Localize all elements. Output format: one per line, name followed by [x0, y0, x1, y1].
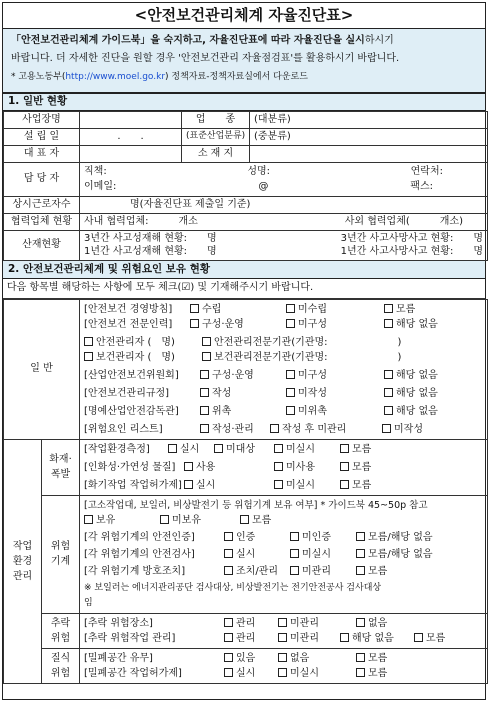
download-note — [11, 71, 477, 84]
opt-label: 모름/해당 없음 — [368, 531, 433, 543]
intro-suffix: 하시기 — [364, 35, 394, 46]
opt-label: 작성 후 미관리 — [282, 423, 347, 435]
machine-checks — [80, 495, 488, 613]
confined-row — [84, 651, 483, 666]
opt-label: 실시 — [236, 548, 256, 560]
health-mgr-row — [84, 350, 483, 365]
env-opt-3[interactable] — [274, 442, 340, 457]
intro-box — [3, 29, 485, 93]
checkbox-icon[interactable] — [202, 337, 211, 346]
opt-label: 모름 — [352, 461, 372, 473]
machine-label-2: 기계 — [50, 556, 71, 568]
fall-label-1: 추락 — [50, 617, 71, 629]
opt-label: 미수립 — [298, 303, 327, 315]
fall-work-row — [84, 631, 483, 646]
accident-1y: 1년간 사고성재해 현황: 명 — [84, 245, 217, 257]
risk-list-opt-3[interactable] — [382, 424, 423, 435]
checkbox-icon[interactable] — [278, 633, 287, 642]
risk-list-opt-2[interactable] — [270, 422, 382, 437]
staff-opt-3[interactable] — [384, 319, 438, 330]
checkbox-icon[interactable] — [290, 566, 299, 575]
checkbox-icon[interactable] — [84, 352, 93, 361]
opt-label: 모름 — [396, 303, 416, 315]
partner-field[interactable] — [80, 214, 488, 231]
flammable-label: [인화성·가연성 물질] — [84, 461, 176, 473]
founded-label: 설 립 일 — [4, 129, 80, 146]
partner-label: 협력업체 현황 — [4, 214, 80, 231]
section-1-header: 1. 일반 현황 — [3, 93, 485, 111]
safety-agency-opt[interactable] — [202, 337, 401, 348]
opt-label: 사용 — [196, 461, 216, 473]
checkbox-icon[interactable] — [286, 406, 295, 415]
cs-opt-2[interactable] — [278, 651, 356, 666]
cs-opt-1[interactable] — [224, 651, 278, 666]
fax-label: 팩스: — [410, 181, 433, 193]
staff-label: [안전보건 전문인력] — [84, 318, 173, 330]
name-label: 성명: — [247, 165, 271, 177]
flammable-row — [84, 460, 483, 475]
workers-label: 상시근로자수 — [4, 197, 80, 214]
safety-mgr-opt[interactable] — [84, 335, 202, 350]
accident-field[interactable] — [80, 231, 488, 261]
checkbox-icon[interactable] — [200, 388, 209, 397]
checkbox-icon[interactable] — [184, 480, 193, 489]
checkbox-icon[interactable] — [356, 566, 365, 575]
accident-label: 산재현황 — [4, 231, 80, 261]
checkbox-icon[interactable] — [286, 388, 295, 397]
checkbox-icon[interactable] — [224, 633, 233, 642]
checkbox-icon[interactable] — [274, 444, 283, 453]
checkbox-icon[interactable] — [340, 462, 349, 471]
cert-opt-2[interactable] — [290, 530, 356, 545]
checkbox-icon[interactable] — [200, 370, 209, 379]
checkbox-icon[interactable] — [278, 668, 287, 677]
checkbox-icon[interactable] — [382, 424, 391, 433]
insp-label: [각 위험기계의 안전검사] — [84, 548, 195, 560]
business-type-label: 업 종 — [182, 112, 250, 129]
committee-opt-2[interactable] — [286, 368, 384, 383]
inspector-opt-2[interactable] — [286, 404, 384, 419]
checkbox-icon[interactable] — [190, 304, 199, 313]
opt-label: 있음 — [236, 652, 256, 664]
insp-opt-1[interactable] — [224, 547, 290, 562]
phone-label: 연락처: — [410, 165, 443, 177]
staff-opt-1[interactable] — [190, 317, 286, 332]
self-diagnosis-form — [2, 2, 486, 700]
risk-list-opt-1[interactable] — [200, 422, 270, 437]
hot-opt-2[interactable] — [274, 478, 340, 493]
fw-opt-1[interactable] — [224, 631, 278, 646]
fire-label — [42, 439, 80, 495]
rules-opt-2[interactable] — [286, 386, 384, 401]
health-mgr-opt[interactable] — [84, 350, 202, 365]
note-suffix: ) 정책자료-정책자료실에서 다운로드 — [165, 72, 308, 82]
mid-class-field[interactable]: (중분류) — [250, 129, 488, 146]
opt-label: 미실시 — [290, 667, 319, 679]
address-field[interactable] — [250, 146, 488, 163]
fire-label-1: 화재· — [49, 454, 72, 466]
ceo-label: 대 표 자 — [4, 146, 80, 163]
inspector-row — [84, 404, 483, 419]
fw-opt-4[interactable] — [414, 633, 445, 644]
inspector-opt-1[interactable] — [200, 404, 286, 419]
opt-label: 해당 없음 — [396, 405, 438, 417]
checkbox-icon[interactable] — [340, 444, 349, 453]
fall-checks — [80, 613, 488, 648]
opt-label: 모름 — [352, 479, 372, 491]
opt-label: 위촉 — [212, 405, 232, 417]
checkbox-icon[interactable] — [168, 444, 177, 453]
committee-label: [산업안전보건위원회] — [84, 369, 179, 381]
machine-label — [42, 495, 80, 613]
own-opt-2[interactable] — [160, 513, 240, 528]
guard-opt-3[interactable] — [356, 566, 387, 577]
fp-opt-2[interactable] — [278, 616, 356, 631]
checkbox-icon[interactable] — [286, 304, 295, 313]
opt-label: 미구성 — [298, 369, 327, 381]
checkbox-icon[interactable] — [202, 352, 211, 361]
fatal-1y: 1년간 사고사망사고 현황: 명 — [340, 245, 483, 257]
company-name-field[interactable] — [80, 112, 182, 129]
opt-label: 미대상 — [226, 443, 255, 455]
rules-label: [안전보건관리규정] — [84, 387, 170, 399]
checkbox-icon[interactable] — [200, 424, 209, 433]
opt-label: 안전관리전문기관(기관명: ) — [214, 336, 402, 348]
founded-field[interactable]: . . — [80, 129, 182, 146]
opt-label: 모름 — [426, 632, 446, 644]
checkbox-icon[interactable] — [274, 480, 283, 489]
risk-list-label: [위험요인 리스트] — [84, 423, 163, 435]
env-opt-4[interactable] — [340, 444, 371, 455]
fall-work-label: [추락 위험작업 관리] — [84, 632, 176, 644]
moel-link[interactable]: http://www.moel.go.kr — [65, 72, 166, 82]
opt-label: 인증 — [236, 531, 256, 543]
staff-row — [84, 317, 483, 332]
workers-field[interactable]: 명(자율진단표 제출일 기준) — [80, 197, 488, 214]
machine-own-row — [84, 498, 483, 513]
opt-label: 실시 — [196, 479, 216, 491]
opt-label: 작성·관리 — [212, 423, 254, 435]
own-opt-1[interactable] — [84, 513, 160, 528]
opt-label: 모름 — [352, 443, 372, 455]
partner-internal: 사내 협력업체: 개소 — [84, 215, 198, 227]
rules-opt-1[interactable] — [200, 386, 286, 401]
cp-opt-1[interactable] — [224, 666, 278, 681]
checkbox-icon[interactable] — [384, 304, 393, 313]
staff-opt-2[interactable] — [286, 317, 384, 332]
flam-opt-2[interactable] — [274, 460, 340, 475]
partner-external: 사외 협력업체( 개소) — [344, 215, 463, 227]
committee-row — [84, 368, 483, 383]
opt-label: 미위촉 — [298, 405, 327, 417]
suff-label-1: 질식 — [50, 652, 71, 664]
cert-label: [각 위험기계의 안전인증] — [84, 531, 195, 543]
env-opt-2[interactable] — [214, 442, 274, 457]
guard-opt-2[interactable] — [290, 564, 356, 579]
checkbox-icon[interactable] — [384, 406, 393, 415]
opt-label: 미관리 — [290, 617, 319, 629]
general-label: 일 반 — [4, 299, 80, 439]
fp-opt-3[interactable] — [356, 618, 387, 629]
opt-label: 없음 — [290, 652, 310, 664]
suff-label-2: 위험 — [50, 667, 71, 679]
business-type-field[interactable]: (대분류) — [250, 112, 488, 129]
policy-opt-2[interactable] — [286, 302, 384, 317]
opt-label: 모름 — [368, 667, 388, 679]
checkbox-icon[interactable] — [384, 388, 393, 397]
fw-opt-2[interactable] — [278, 631, 340, 646]
fall-label-2: 위험 — [50, 632, 71, 644]
checkbox-icon[interactable] — [340, 633, 349, 642]
fire-checks — [80, 439, 488, 495]
hotwork-label: [화기작업 작업허가제] — [84, 479, 182, 491]
policy-opt-3[interactable] — [384, 304, 415, 315]
intro-guidebook: 「안전보건관리체계 가이드북」을 숙지하고, — [11, 35, 210, 46]
policy-row — [84, 302, 483, 317]
checkbox-icon[interactable] — [84, 515, 93, 524]
company-label-2: 사업장명 — [4, 112, 80, 129]
confined-permit-row — [84, 666, 483, 681]
fatal-3y: 3년간 사고사망사고 현황: 명 — [340, 233, 483, 245]
checkbox-icon[interactable] — [190, 319, 199, 328]
machine-own-note: * 가이드북 45~50p 참고 — [320, 499, 428, 511]
opt-label: 수립 — [202, 303, 222, 315]
env-opt-1[interactable] — [168, 442, 214, 457]
opt-label: 실시 — [180, 443, 200, 455]
opt-label: 관리 — [236, 632, 256, 644]
workenv-label-2: 환경 — [12, 555, 33, 567]
fw-opt-3[interactable] — [340, 631, 414, 646]
suffocation-label — [42, 648, 80, 683]
env-measure-row — [84, 442, 483, 457]
guard-label: [각 위험기계 방호조치] — [84, 565, 186, 577]
risk-list-row — [84, 422, 483, 437]
opt-label: 해당 없음 — [396, 387, 438, 399]
ceo-field[interactable] — [80, 146, 182, 163]
checkbox-icon[interactable] — [286, 319, 295, 328]
rules-opt-3[interactable] — [384, 388, 438, 399]
checkbox-icon[interactable] — [200, 406, 209, 415]
hot-opt-3[interactable] — [340, 480, 371, 491]
email-label: 이메일: — [84, 181, 117, 193]
opt-label: 미관리 — [302, 565, 331, 577]
opt-label: 모름 — [368, 565, 388, 577]
form-title: <안전보건관리체계 자율진단표> — [3, 3, 485, 29]
checkbox-icon[interactable] — [184, 462, 193, 471]
checkbox-icon[interactable] — [290, 549, 299, 558]
opt-label: 보건관리전문기관(기관명: ) — [214, 351, 402, 363]
cert-opt-3[interactable] — [356, 532, 433, 543]
opt-label: 미실시 — [286, 479, 315, 491]
workenv-label — [4, 439, 42, 683]
checkbox-icon[interactable] — [384, 319, 393, 328]
committee-opt-3[interactable] — [384, 370, 438, 381]
inspector-label: [명예산업안전감독관] — [84, 405, 179, 417]
suffocation-checks — [80, 648, 488, 683]
fall-place-row — [84, 616, 483, 631]
opt-label: 모름 — [252, 514, 272, 526]
checkbox-icon[interactable] — [290, 532, 299, 541]
checkbox-icon[interactable] — [356, 668, 365, 677]
section-2-header: 2. 안전보건관리체계 및 위험요인 보유 현황 — [3, 261, 485, 279]
opt-label: 미인증 — [302, 531, 331, 543]
rules-row — [84, 386, 483, 401]
general-checks — [80, 299, 488, 439]
machine-label-1: 위험 — [50, 541, 71, 553]
opt-label: 모름/해당 없음 — [368, 548, 433, 560]
checkbox-icon[interactable] — [278, 618, 287, 627]
checkbox-icon[interactable] — [340, 480, 349, 489]
opt-label: 보건관리자 ( 명) — [96, 351, 175, 363]
flam-opt-1[interactable] — [184, 460, 274, 475]
intro-line-2: 바랍니다. 더 자세한 진단을 원할 경우 '안전보건관리 자율점검표'를 활용하시기 바랍니다. — [11, 52, 400, 64]
fall-label — [42, 613, 80, 648]
opt-label: 해당 없음 — [352, 632, 394, 644]
opt-label: 해당 없음 — [396, 318, 438, 330]
insp-opt-2[interactable] — [290, 547, 356, 562]
checkbox-icon[interactable] — [274, 462, 283, 471]
checkbox-icon[interactable] — [160, 515, 169, 524]
machine-insp-row — [84, 547, 483, 562]
opt-label: 미실시 — [286, 443, 315, 455]
checkbox-icon[interactable] — [414, 633, 423, 642]
address-label: 소 재 지 — [182, 146, 250, 163]
cp-opt-2[interactable] — [278, 666, 356, 681]
opt-label: 미작성 — [298, 387, 327, 399]
workenv-label-1: 작업 — [12, 540, 33, 552]
checkbox-icon[interactable] — [224, 549, 233, 558]
opt-label: 관리 — [236, 617, 256, 629]
fall-place-label: [추락 위험장소] — [84, 617, 153, 629]
checkbox-icon[interactable] — [356, 653, 365, 662]
contact-label: 담 당 자 — [4, 163, 80, 197]
industry-std-label: (표준산업분류) — [182, 129, 250, 146]
checkbox-icon[interactable] — [84, 337, 93, 346]
health-agency-opt[interactable] — [202, 352, 401, 363]
boiler-note-2: 임 — [84, 597, 93, 608]
position-label: 직책: — [84, 165, 107, 177]
committee-opt-1[interactable] — [200, 368, 286, 383]
confined-permit-label: [밀폐공간 작업허가제] — [84, 667, 182, 679]
hot-opt-1[interactable] — [184, 478, 274, 493]
checkbox-icon[interactable] — [278, 653, 287, 662]
opt-label: 없음 — [368, 617, 388, 629]
policy-opt-1[interactable] — [190, 302, 286, 317]
cert-opt-1[interactable] — [224, 530, 290, 545]
policy-label: [안전보건 경영방침] — [84, 303, 173, 315]
confined-label: [밀폐공간 유무] — [84, 652, 153, 664]
opt-label: 미구성 — [298, 318, 327, 330]
opt-label: 안전관리자 ( 명) — [96, 336, 175, 348]
intro-self-check: 자율진단표에 따라 자율진단을 실시 — [209, 35, 365, 46]
checkbox-icon[interactable] — [356, 549, 365, 558]
checkbox-icon[interactable] — [224, 618, 233, 627]
boiler-note: ※ 보일러는 에너지관리공단 검사대상, 비상발전기는 전기안전공사 검사대상 — [84, 582, 382, 593]
guard-opt-1[interactable] — [224, 564, 290, 579]
general-info-table-2 — [3, 111, 488, 261]
email-at: @ — [258, 181, 269, 193]
opt-label: 미작성 — [394, 423, 423, 435]
accident-3y: 3년간 사고성재해 현황: 명 — [84, 233, 217, 245]
checkbox-icon[interactable] — [356, 618, 365, 627]
opt-label: 구성·운영 — [212, 369, 254, 381]
opt-label: 조치/관리 — [236, 565, 279, 577]
machine-guard-row — [84, 564, 483, 579]
env-measure-label: [작업환경측정] — [84, 443, 150, 455]
checkbox-icon[interactable] — [224, 653, 233, 662]
checkbox-icon[interactable] — [270, 424, 279, 433]
checkbox-icon[interactable] — [356, 532, 365, 541]
safety-mgr-row — [84, 335, 483, 350]
intro-line-1 — [11, 34, 477, 49]
opt-label: 미사용 — [286, 461, 315, 473]
fire-label-2: 폭발 — [50, 469, 71, 481]
opt-label: 구성·운영 — [202, 318, 244, 330]
hotwork-row — [84, 478, 483, 493]
instruction: 다음 항목별 해당하는 사항에 모두 체크(☑) 및 기재해주시기 바랍니다. — [3, 279, 485, 299]
own-opt-3[interactable] — [240, 515, 271, 526]
machine-own-label: [고소작업대, 보일러, 비상발전기 등 위험기계 보유 여부] — [84, 499, 318, 511]
note-prefix: * 고용노동부( — [11, 72, 66, 82]
opt-label: 미실시 — [302, 548, 331, 560]
flam-opt-3[interactable] — [340, 462, 371, 473]
machine-own-opts — [84, 513, 483, 528]
opt-label: 미보유 — [172, 514, 201, 526]
cp-opt-3[interactable] — [356, 668, 387, 679]
checkbox-icon[interactable] — [224, 532, 233, 541]
contact-field[interactable] — [80, 163, 488, 197]
checkbox-icon[interactable] — [286, 370, 295, 379]
opt-label: 미관리 — [290, 632, 319, 644]
workenv-label-3: 관리 — [12, 570, 33, 582]
checkbox-icon[interactable] — [384, 370, 393, 379]
checkbox-icon[interactable] — [214, 444, 223, 453]
checkbox-icon[interactable] — [240, 515, 249, 524]
checkbox-icon[interactable] — [224, 668, 233, 677]
opt-label: 해당 없음 — [396, 369, 438, 381]
cs-opt-3[interactable] — [356, 653, 387, 664]
checkbox-icon[interactable] — [224, 566, 233, 575]
machine-cert-row — [84, 530, 483, 545]
insp-opt-3[interactable] — [356, 549, 433, 560]
opt-label: 모름 — [368, 652, 388, 664]
checklist-table — [3, 299, 488, 684]
opt-label: 보유 — [96, 514, 116, 526]
opt-label: 실시 — [236, 667, 256, 679]
fp-opt-1[interactable] — [224, 616, 278, 631]
opt-label: 작성 — [212, 387, 232, 399]
inspector-opt-3[interactable] — [384, 406, 438, 417]
